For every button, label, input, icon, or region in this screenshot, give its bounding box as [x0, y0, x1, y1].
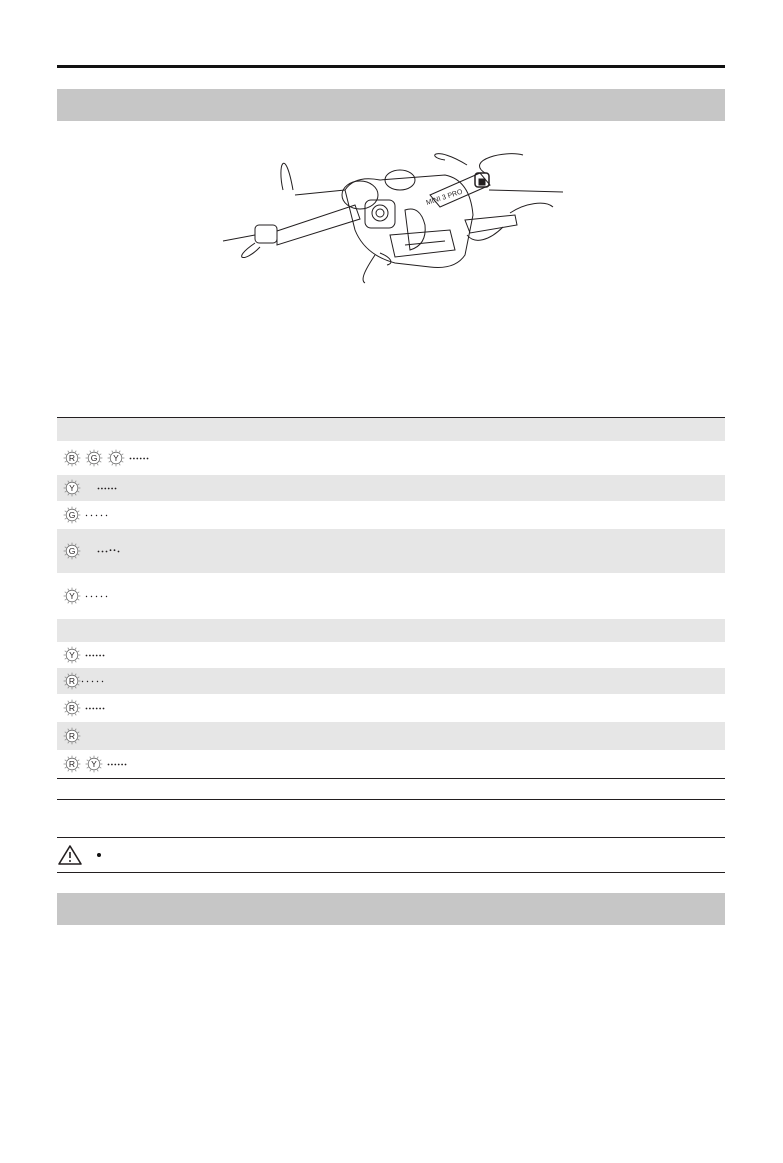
table-end-rule: [57, 799, 725, 800]
led-indicator: [63, 672, 81, 690]
led-indicator: [63, 646, 81, 664]
led-letter: Y: [69, 483, 75, 494]
table-row: [57, 529, 725, 573]
led-r-icon: [63, 699, 81, 717]
blink-pattern-icon: [85, 705, 106, 711]
led-y-icon: [63, 479, 81, 497]
table-row: [57, 441, 725, 475]
led-letter: R: [68, 676, 76, 687]
section-header-bar: [57, 89, 725, 121]
section-header-bar: [57, 893, 725, 925]
led-letter: G: [68, 546, 76, 557]
top-rule: [57, 65, 725, 68]
led-indicator: [63, 542, 81, 560]
table-bottom-rule: [57, 778, 725, 779]
blink-pattern-icon: [97, 485, 118, 491]
led-indicator: [63, 699, 81, 717]
blink-pattern-icon: [107, 761, 128, 767]
warning-triangle-icon: [57, 844, 83, 866]
led-indicator: [63, 587, 81, 605]
led-letter: R: [68, 703, 76, 714]
led-indicator: [85, 449, 103, 467]
blink-pattern-icon: [81, 678, 105, 684]
led-indicator: [63, 479, 81, 497]
table-row: [57, 668, 725, 694]
led-indicator: [63, 506, 81, 524]
drone-model-text: MINI 3 PRO: [425, 188, 464, 207]
led-r-icon: [63, 449, 81, 467]
status-table: [57, 417, 725, 779]
table-row: [57, 722, 725, 750]
led-letter: G: [68, 510, 76, 521]
led-g-icon: [63, 506, 81, 524]
led-indicator: [85, 755, 103, 773]
led-y-icon: [85, 755, 103, 773]
blink-pattern-icon: [97, 548, 121, 554]
table-row: [57, 642, 725, 668]
led-indicator: [63, 727, 81, 745]
table-row: [57, 475, 725, 501]
table-subheader-row: [57, 619, 725, 642]
led-indicator: [63, 755, 81, 773]
led-letter: Y: [91, 759, 97, 770]
led-y-icon: [107, 449, 125, 467]
table-row: [57, 501, 725, 529]
blink-pattern-icon: [129, 455, 150, 461]
led-r-icon: [63, 672, 81, 690]
led-r-icon: [63, 755, 81, 773]
led-r-icon: [63, 727, 81, 745]
blink-pattern-icon: [85, 652, 106, 658]
led-g-icon: [63, 542, 81, 560]
led-letter: Y: [69, 650, 75, 661]
bullet-dot: [97, 853, 101, 857]
table-row: [57, 694, 725, 722]
led-letter: R: [68, 731, 76, 742]
led-letter: R: [68, 453, 76, 464]
led-letter: Y: [69, 591, 75, 602]
led-indicator: [63, 449, 81, 467]
led-y-icon: [63, 587, 81, 605]
led-letter: G: [90, 453, 98, 464]
blink-pattern-icon: [85, 593, 109, 599]
table-subheader-row: [57, 418, 725, 441]
blink-pattern-icon: [85, 512, 109, 518]
warning-bottom-rule: [57, 872, 725, 873]
table-row: [57, 573, 725, 619]
led-letter: R: [68, 759, 76, 770]
drone-illustration: [205, 135, 580, 285]
warning-box: [57, 838, 725, 872]
led-indicator: [107, 449, 125, 467]
led-g-icon: [85, 449, 103, 467]
led-letter: Y: [113, 453, 119, 464]
table-row: [57, 750, 725, 778]
led-y-icon: [63, 646, 81, 664]
